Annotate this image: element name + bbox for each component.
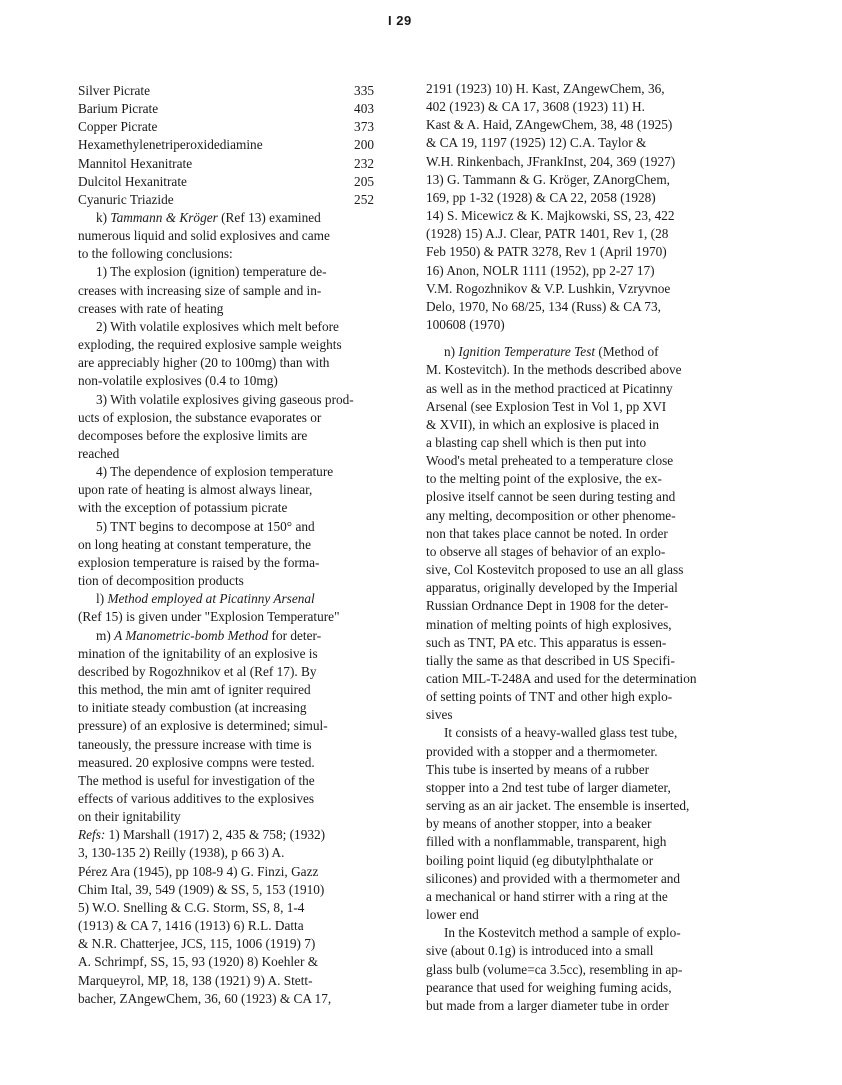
text-line: 2) With volatile explosives which melt before (96, 318, 339, 334)
text-line: non-volatile explosives (0.4 to 10mg) (78, 373, 278, 389)
text-line: by means of another stopper, into a beaker (426, 816, 652, 832)
text-line: glass bulb (volume=ca 3.5cc), resembling in ap- (426, 961, 683, 977)
text-line: taneously, the pressure increase with time is (78, 736, 312, 752)
text-line: this method, the min amt of igniter required (78, 682, 311, 698)
section-n-heading: n) Ignition Temperature Test (Method of (444, 344, 659, 360)
temperature-value: 200 (354, 137, 374, 153)
table-row (78, 136, 394, 154)
text-line: lower end (426, 907, 479, 923)
compound-name: Copper Picrate (78, 119, 158, 135)
text-line: mination of the ignitability of an explosive is (78, 645, 318, 661)
table-row (78, 191, 394, 209)
page-number: I 29 (388, 13, 412, 28)
reference-line: Chim Ital, 39, 549 (1909) & SS, 5, 153 (1910) (78, 881, 325, 897)
text-line: to observe all stages of behavior of an explo- (426, 543, 666, 559)
text-line: creases with increasing size of sample and in- (78, 282, 322, 298)
text-line: with the exception of potassium picrate (78, 500, 288, 516)
compound-name: Silver Picrate (78, 83, 151, 98)
text-line: a mechanical or hand stirrer with a ring at the (426, 888, 668, 904)
section-l-title: Method employed at Picatinny Arsenal (107, 591, 315, 607)
table-row (78, 100, 394, 118)
reference-line: (1928) 15) A.J. Clear, PATR 1401, Rev 1, (28 (426, 226, 669, 242)
text-line: on long heating at constant temperature, the (78, 536, 311, 552)
text-line: This tube is inserted by means of a rubber (426, 761, 650, 777)
text-line: It consists of a heavy-walled glass test tube, (444, 725, 678, 741)
reference-line: 14) S. Micewicz & K. Majkowski, SS, 23, 422 (426, 208, 675, 224)
text-line: (Ref 15) is given under "Explosion Temperature" (78, 609, 340, 625)
temperature-value: 232 (354, 155, 374, 171)
text-line: 1) The explosion (ignition) temperature de- (96, 264, 327, 280)
table-row (78, 155, 394, 173)
compound-name: Barium Picrate (78, 101, 159, 117)
section-m-title: A Manometric-bomb Method (114, 627, 269, 643)
text-line: on their ignitability (78, 809, 181, 825)
text-line: upon rate of heating is almost always linear, (78, 482, 313, 498)
right-column (426, 80, 744, 1015)
text-line: Wood's metal preheated to a temperature close (426, 453, 674, 469)
reference-line: W.H. Rinkenbach, JFrankInst, 204, 369 (1927) (426, 153, 676, 169)
text-line: but made from a larger diameter tube in order (426, 997, 669, 1013)
reference-line: 100608 (1970) (426, 317, 505, 333)
temperature-value: 373 (354, 119, 374, 135)
text-line: pressure) of an explosive is determined; simul- (78, 718, 328, 734)
compound-name: Dulcitol Hexanitrate (78, 173, 187, 189)
text-line: tially the same as that described in US Specifi- (426, 652, 675, 668)
reference-line: Marqueyrol, MP, 18, 138 (1921) 9) A. Stett- (78, 972, 313, 988)
compound-name: Hexamethylenetriperoxidediamine (78, 137, 263, 153)
explosion-temperature-table (78, 82, 394, 209)
text-line: ucts of explosion, the substance evaporates or (78, 409, 322, 425)
table-row (78, 118, 394, 136)
reference-line: Feb 1950) & PATR 3278, Rev 1 (April 1970) (426, 244, 667, 260)
reference-line: Pérez Ara (1945), pp 108-9 4) G. Finzi, Gazz (78, 863, 319, 879)
text-line: provided with a stopper and a thermometer. (426, 743, 658, 759)
section-k-title: Tammann & Kröger (110, 209, 218, 225)
compound-name: Mannitol Hexanitrate (78, 155, 193, 171)
text-line: decomposes before the explosive limits are (78, 427, 308, 443)
text-line: to the following conclusions: (78, 246, 233, 262)
table-row (78, 173, 394, 191)
section-k-heading: k) Tammann & Kröger (Ref 13) examined (96, 209, 321, 225)
temperature-value: 205 (354, 173, 374, 189)
text-line: filled with a nonflammable, transparent, high (426, 834, 667, 850)
reference-line: 2191 (1923) 10) H. Kast, ZAngewChem, 36, (426, 81, 665, 96)
text-line: effects of various additives to the explosives (78, 790, 315, 806)
text-line: stopper into a 2nd test tube of larger diameter, (426, 779, 671, 795)
text-line: silicones) and provided with a thermometer and (426, 870, 681, 886)
text-line: & XVII), in which an explosive is placed in (426, 416, 660, 432)
reference-line: Kast & A. Haid, ZAngewChem, 38, 48 (1925) (426, 117, 673, 133)
text-line: described by Rogozhnikov et al (Ref 17). By (78, 663, 317, 679)
text-line: sive, Col Kostevitch proposed to use an all glass (426, 562, 684, 578)
text-line: such as TNT, PA etc. This apparatus is essen- (426, 634, 667, 650)
text-line: tion of decomposition products (78, 573, 244, 589)
left-column (78, 82, 394, 1008)
reference-line: 16) Anon, NOLR 1111 (1952), pp 2-27 17) (426, 262, 655, 278)
compound-name: Cyanuric Triazide (78, 191, 174, 207)
text-line: 4) The dependence of explosion temperature (96, 464, 334, 480)
text-line: reached (78, 446, 120, 462)
temperature-value: 403 (354, 101, 374, 117)
text-line: M. Kostevitch). In the methods described above (426, 362, 682, 378)
reference-line: 402 (1923) & CA 17, 3608 (1923) 11) H. (426, 99, 645, 115)
temperature-value: 252 (354, 191, 374, 207)
section-l-heading: l) Method employed at Picatinny Arsenal (96, 591, 315, 607)
text-line: creases with rate of heating (78, 300, 224, 316)
text-line: boiling point liquid (eg dibutylphthalate or (426, 852, 654, 868)
text-line: explosion temperature is raised by the forma- (78, 554, 320, 570)
text-line: The method is useful for investigation of the (78, 772, 315, 788)
table-row (78, 82, 394, 100)
text-line: cation MIL-T-248A and used for the determination (426, 671, 697, 686)
refs-heading: Refs: 1) Marshall (1917) 2, 435 & 758; (1932) (78, 827, 326, 843)
reference-line: V.M. Rogozhnikov & V.P. Lushkin, Vzryvnoe (426, 280, 671, 296)
section-m-heading: m) A Manometric-bomb Method for deter- (96, 627, 322, 643)
text-line: 3) With volatile explosives giving gaseous prod- (96, 391, 354, 407)
text-line: measured. 20 explosive compns were tested. (78, 754, 315, 770)
reference-line: 13) G. Tammann & G. Kröger, ZAnorgChem, (426, 171, 670, 187)
reference-line: (1913) & CA 7, 1416 (1913) 6) R.L. Datta (78, 918, 304, 934)
text-line: sive (about 0.1g) is introduced into a small (426, 943, 654, 959)
text-line: exploding, the required explosive sample weights (78, 337, 342, 353)
reference-line: & CA 19, 1197 (1925) 12) C.A. Taylor & (426, 135, 647, 151)
text-line: pearance that used for weighing fuming acids, (426, 979, 672, 995)
temperature-value: 335 (354, 83, 374, 98)
reference-line: 3, 130-135 2) Reilly (1938), p 66 3) A. (78, 845, 285, 861)
text-line: to the melting point of the explosive, the ex- (426, 471, 662, 487)
reference-line: 5) W.O. Snelling & C.G. Storm, SS, 8, 1-4 (78, 899, 305, 915)
text-line: apparatus, originally developed by the Imperial (426, 580, 678, 596)
text-line: any melting, decomposition or other phenome- (426, 507, 676, 523)
text-line: Arsenal (see Explosion Test in Vol 1, pp XVI (426, 398, 667, 414)
text-line: In the Kostevitch method a sample of explo- (444, 925, 681, 941)
text-line: to initiate steady combustion (at increasing (78, 700, 307, 716)
reference-line: Delo, 1970, No 68/25, 134 (Russ) & CA 73, (426, 298, 661, 314)
text-line: of setting points of TNT and other high explo- (426, 689, 673, 705)
reference-line: 169, pp 1-32 (1928) & CA 22, 2058 (1928) (426, 189, 656, 205)
text-line: mination of melting points of high explosives, (426, 616, 672, 632)
text-line: are appreciably higher (20 to 100mg) than with (78, 355, 330, 371)
text-line: serving as an air jacket. The ensemble is inserted, (426, 798, 690, 814)
refs-label: Refs: (78, 827, 106, 843)
text-line: numerous liquid and solid explosives and came (78, 228, 330, 244)
reference-line: & N.R. Chatterjee, JCS, 115, 1006 (1919) 7) (78, 936, 316, 952)
text-line: plosive itself cannot be seen during testing and (426, 489, 676, 505)
text-line: a blasting cap shell which is then put into (426, 434, 647, 450)
section-n-title: Ignition Temperature Test (458, 344, 596, 360)
text-line: 5) TNT begins to decompose at 150° and (96, 518, 315, 534)
text-line: sives (426, 707, 453, 723)
reference-line: A. Schrimpf, SS, 15, 93 (1920) 8) Koehler & (78, 954, 319, 970)
text-line: as well as in the method practiced at Picatinny (426, 380, 673, 396)
text-line: non that takes place cannot be noted. In order (426, 525, 668, 541)
text-line: Russian Ordnance Dept in 1908 for the deter- (426, 598, 669, 614)
reference-line: bacher, ZAngewChem, 36, 60 (1923) & CA 17, (78, 990, 332, 1006)
